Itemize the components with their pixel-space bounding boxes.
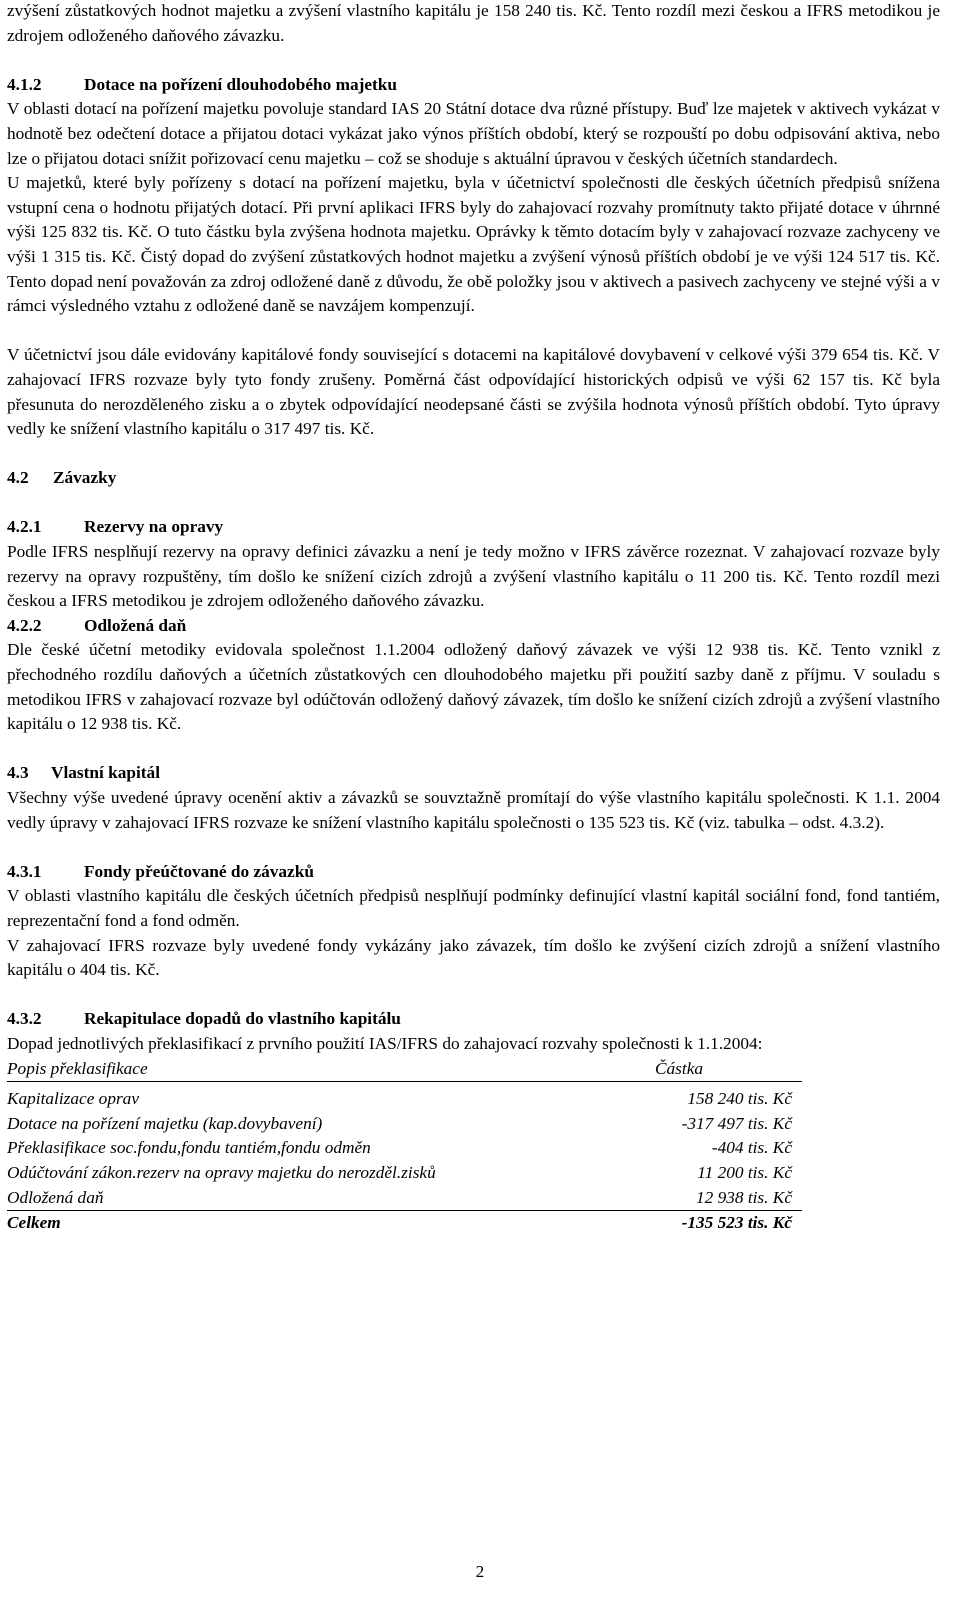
table-row — [7, 1136, 802, 1161]
table-header-amount: Částka — [647, 1057, 802, 1082]
row-label: Dotace na pořízení majetku (kap.dovybavení) — [7, 1113, 323, 1133]
row-amount: 158 240 tis. Kč — [687, 1089, 792, 1109]
paragraph-4-1-2-c: V účetnictví jsou dále evidovány kapitálové fondy související s dotacemi na kapitálové dovybavení v celkové výši 379 654 tis. Kč. V zahajovací IFRS rozvaze byly tyto fondy zrušeny. Poměrná část odpovídající historických odpisů ve výši 62 157 tis. Kč byla přesunuta do nerozděleného zisku a o zbytek odpovídající neodepsané části se zvýšila hodnota výnosů příštích období. Tyto úpravy vedly ke snížení vlastního kapitálu o 317 497 tis. Kč. — [7, 345, 940, 439]
row-amount: -404 tis. Kč — [711, 1138, 792, 1158]
paragraph-4-2-1: Podle IFRS nesplňují rezervy na opravy definici závazku a není je tedy možno v IFRS závěrce rozeznat. V zahajovací rozvaze byly rezervy na opravy rozpuštěny, tím došlo ke snížení cizích zdrojů a zvýšení vlastního kapitálu o 11 200 tis. Kč. Tento rozdíl mezi českou a IFRS metodikou je zdrojem odloženého daňového závazku. — [7, 542, 940, 611]
heading-number: 4.3 — [7, 763, 29, 783]
spacer — [7, 983, 940, 1008]
table-row — [7, 1082, 802, 1112]
heading-number: 4.3.2 — [7, 1009, 42, 1029]
heading-title: Závazky — [53, 468, 117, 488]
paragraph-4-1-2-a: V oblasti dotací na pořízení majetku povoluje standard IAS 20 Státní dotace dva různé přístupy. Buď lze majetek v aktivech vykázat v hodnotě bez odečtení dotace a přijatou dotaci vykázat jako výnos příštích období, který se rozpouští po dobu odpisování aktiva, nebo lze o přijatou dotaci snížit pořizovací cenu majetku – což se shoduje s aktuální úpravou v českých účetních standardech. — [7, 99, 940, 168]
paragraph-4-3-2: Dopad jednotlivých překlasifikací z prvního použití IAS/IFRS do zahajovací rozvahy společnosti k 1.1.2004: — [7, 1033, 763, 1053]
row-amount: 11 200 tis. Kč — [697, 1162, 792, 1182]
heading-number: 4.2.2 — [7, 615, 42, 635]
paragraph-4-1-2-b: U majetků, které byly pořízeny s dotací na pořízení majetku, byla v účetnictví společnosti dle českých účetních předpisů snížena vstupní cena o hodnotu přijatých dotací. Při první aplikaci IFRS byly do zahajovací rozvahy promítnuty takto přijaté dotace v úhrnné výši 125 832 tis. Kč. O tuto částku byla zvýšena hodnota majetku. Oprávky k těmto dotacím byly v zahajovací rozvaze zachyceny ve výši 1 315 tis. Kč. Čistý dopad do zvýšení zůstatkových hodnot majetku a zvýšení výnosů příštích období je ve výši 124 517 tis. Kč. Tento dopad není považován za zdroj odložené daně z důvodu, že obě položky jsou v aktivech a pasivech zachyceny ve stejné výši a v rámci výsledného vztahu z odložené daně se navzájem kompenzují. — [7, 173, 940, 316]
heading-4-2-1 — [7, 515, 940, 540]
row-amount: 12 938 tis. Kč — [695, 1187, 792, 1207]
intro-paragraph: zvýšení zůstatkových hodnot majetku a zvýšení vlastního kapitálu je 158 240 tis. Kč. Tento rozdíl mezi českou a IFRS metodikou je zdrojem odloženého daňového závazku. — [7, 1, 940, 45]
table-header-label: Popis překlasifikace — [7, 1057, 647, 1082]
heading-title: Rezervy na opravy — [84, 517, 224, 537]
heading-number: 4.1.2 — [7, 74, 42, 94]
table-total-row — [7, 1211, 802, 1236]
spacer — [7, 491, 940, 516]
paragraph-4-3: Všechny výše uvedené úpravy ocenění aktiv a závazků se souvztažně promítají do výše vlastního kapitálu společnosti. K 1.1. 2004 vedly úpravy v zahajovací IFRS rozvaze ke snížení vlastního kapitálu společnosti o 135 523 tis. Kč (viz. tabulka – odst. 4.3.2). — [7, 788, 940, 832]
table-row — [7, 1112, 802, 1137]
heading-title: Dotace na pořízení dlouhodobého majetku — [84, 74, 398, 94]
heading-4-2-2 — [7, 614, 940, 639]
total-amount: -135 523 tis. Kč — [647, 1211, 802, 1236]
heading-title: Odložená daň — [84, 615, 187, 635]
spacer — [7, 442, 940, 467]
heading-4-2 — [7, 466, 940, 491]
heading-4-3-1 — [7, 860, 940, 885]
heading-number: 4.2 — [7, 468, 29, 488]
spacer — [7, 835, 940, 860]
recap-table — [7, 1057, 802, 1236]
heading-number: 4.3.1 — [7, 861, 42, 881]
heading-number: 4.2.1 — [7, 517, 42, 537]
heading-title: Rekapitulace dopadů do vlastního kapitálu — [84, 1009, 401, 1029]
table-row — [7, 1186, 802, 1211]
heading-4-3-2 — [7, 1007, 940, 1032]
spacer — [7, 48, 940, 73]
paragraph-4-2-2: Dle české účetní metodiky evidovala společnost 1.1.2004 odložený daňový závazek ve výši 12 938 tis. Kč. Tento vznikl z přechodného rozdílu daňových a účetních zůstatkových cen dlouhodobého majetku při použití sazby daně z příjmu. V souladu s metodikou IFRS v zahajovací rozvaze byl odúčtován odložený daňový závazek, tím došlo ke snížení cizích zdrojů a zvýšení vlastního kapitálu o 12 938 tis. Kč. — [7, 640, 940, 734]
heading-title: Fondy přeúčtované do závazků — [84, 861, 314, 881]
table-header-row — [7, 1057, 802, 1082]
heading-4-1-2 — [7, 73, 940, 98]
heading-title: Vlastní kapitál — [51, 763, 160, 783]
table-row — [7, 1161, 802, 1186]
spacer — [7, 737, 940, 762]
document-page — [7, 0, 940, 1236]
paragraph-4-3-1-a: V oblasti vlastního kapitálu dle českých účetních předpisů nesplňují podmínky definující vlastní kapitál sociální fond, fond tantiém, reprezentační fond a fond odměn. — [7, 886, 940, 930]
spacer — [7, 319, 940, 344]
row-label: Překlasifikace soc.fondu,fondu tantiém,fondu odměn — [7, 1138, 371, 1158]
page-number: 2 — [475, 1562, 485, 1581]
heading-4-3 — [7, 761, 940, 786]
total-label: Celkem — [7, 1211, 647, 1236]
row-amount: -317 497 tis. Kč — [681, 1113, 792, 1133]
row-label: Odložená daň — [7, 1187, 104, 1207]
row-label: Kapitalizace oprav — [7, 1089, 139, 1109]
row-label: Odúčtování zákon.rezerv na opravy majetku do nerozděl.zisků — [7, 1162, 436, 1182]
paragraph-4-3-1-b: V zahajovací IFRS rozvaze byly uvedené fondy vykázány jako závazek, tím došlo ke zvýšení cizích zdrojů a snížení vlastního kapitálu o 404 tis. Kč. — [7, 935, 940, 980]
